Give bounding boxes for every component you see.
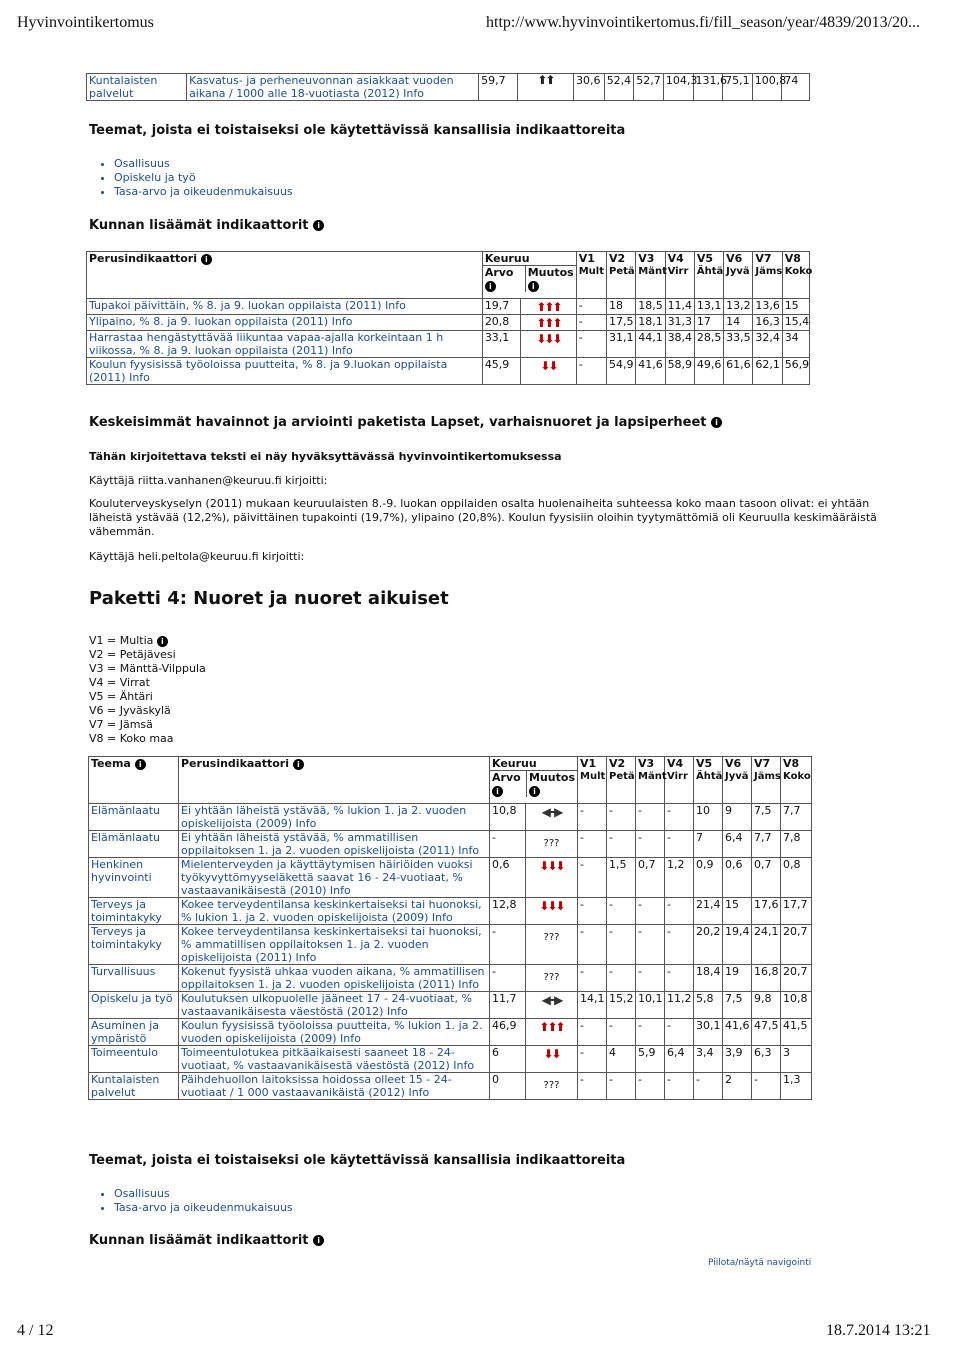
change-arrow: ⬆⬆ xyxy=(517,74,573,101)
change-arrow xyxy=(526,858,578,898)
value-cell: - xyxy=(490,831,526,858)
theme-cell[interactable]: Elämänlaatu xyxy=(89,831,179,858)
change-arrow xyxy=(526,1046,578,1073)
indicator-table-2 xyxy=(88,756,812,1100)
v6-cell: 3,9 xyxy=(723,1046,752,1073)
v5-cell: 49,6 xyxy=(694,358,723,385)
v5-cell: 131,6 xyxy=(693,74,723,101)
header-indicator: Perusindikaattori i xyxy=(179,757,490,804)
v3-cell: - xyxy=(636,1019,665,1046)
info-icon[interactable]: i xyxy=(201,254,212,265)
page-number: 4 / 12 xyxy=(17,1322,54,1339)
v8-cell: 20,7 xyxy=(781,965,812,992)
v1-cell: - xyxy=(578,1073,607,1100)
v7-cell: 17,6 xyxy=(752,898,781,925)
v4-cell: 38,4 xyxy=(665,331,694,358)
list-item[interactable]: • Osallisuus xyxy=(114,157,293,171)
table-row xyxy=(89,804,812,831)
v5-cell: 3,4 xyxy=(694,1046,723,1073)
v4-cell: 104,3 xyxy=(663,74,693,101)
v1-cell: - xyxy=(576,331,606,358)
v2-cell: 31,1 xyxy=(607,331,636,358)
v8-cell: 74 xyxy=(782,74,810,101)
v8-cell: 15 xyxy=(782,299,809,315)
list-item[interactable]: • Opiskelu ja työ xyxy=(114,171,293,185)
v8-cell: 0,8 xyxy=(781,858,812,898)
header-v8: V8 Koko xyxy=(782,252,809,299)
table1-body xyxy=(87,299,810,385)
v8-cell: 10,8 xyxy=(781,992,812,1019)
v4-cell: - xyxy=(665,1019,694,1046)
change-arrow xyxy=(521,358,577,385)
v5-cell: 18,4 xyxy=(694,965,723,992)
indicator-link[interactable]: Tupakoi päivittäin, % 8. ja 9. luokan oppilaista (2011) Info xyxy=(87,299,483,315)
theme-cell[interactable]: Toimeentulo xyxy=(89,1046,179,1073)
header-v5: V5 Ähtä xyxy=(694,252,723,299)
header-v4: V4 Virr xyxy=(665,757,694,804)
v7-cell: - xyxy=(752,1073,781,1100)
value-cell: 12,8 xyxy=(490,898,526,925)
v1-cell: - xyxy=(578,804,607,831)
info-icon[interactable]: i xyxy=(485,281,496,292)
v6-cell: 19,4 xyxy=(723,925,752,965)
info-icon[interactable]: i xyxy=(492,786,503,797)
v2-cell: - xyxy=(607,898,636,925)
observation-text: Kouluterveyskyselyn (2011) mukaan keuruulaisten 8.-9. luokan oppilaiden osalta huolenaiheita suhteessa koko maan tasoon olivat: ei yhtään läheistä ystävää (12,2%), päivittäinen tupakointi (19,7%), ylipaino (20,8%). Koulun fyysisiin oloihin tyytymättömiä oli Keuruulla keskimääräistä vähemmän. xyxy=(89,497,877,538)
unknown-change-icon: ??? xyxy=(543,932,560,943)
header-v2: V2 Petä xyxy=(607,252,636,299)
header-v4: V4 Virr xyxy=(665,252,694,299)
v6-cell: 0,6 xyxy=(723,858,752,898)
arrow-down-icon: ⬇⬇⬇ xyxy=(539,859,564,873)
no-indicators-list xyxy=(90,157,293,199)
arrow-up-icon: ⬆⬆⬆ xyxy=(536,316,561,330)
list-item[interactable]: • Tasa-arvo ja oikeudenmukaisuus xyxy=(114,185,293,199)
v1-cell: - xyxy=(576,315,606,331)
v3-cell: 10,1 xyxy=(636,992,665,1019)
v4-cell: - xyxy=(665,965,694,992)
v5-cell: 30,1 xyxy=(694,1019,723,1046)
indicator-link[interactable]: Ei yhtään läheistä ystävää, % ammatillisen oppilaitoksen 1. ja 2. vuoden opiskelijoista (2011) Info xyxy=(179,831,490,858)
change-arrow xyxy=(526,804,578,831)
v5-cell: 17 xyxy=(694,315,723,331)
v1-cell: - xyxy=(578,925,607,965)
v5-cell: 7 xyxy=(694,831,723,858)
v4-cell: - xyxy=(665,831,694,858)
v5-cell: 21,4 xyxy=(694,898,723,925)
v6-cell: 7,5 xyxy=(723,992,752,1019)
municipality-legend: V1 = Multia i V2 = Petäjävesi V3 = Mänttä-Vilppula V4 = Virrat V5 = Ähtäri V6 = Jyväskylä V7 = Jämsä V8 = Koko maa xyxy=(89,634,206,745)
page-title: Hyvinvointikertomus xyxy=(17,14,154,31)
indicator-table-1 xyxy=(86,251,813,385)
v1-cell: 30,6 xyxy=(574,74,605,101)
v7-cell: 7,7 xyxy=(752,831,781,858)
v2-cell: - xyxy=(607,965,636,992)
observations-note: Tähän kirjoitettava teksti ei näy hyväksyttävässä hyvinvointikertomuksessa xyxy=(89,450,562,463)
value-cell: 6 xyxy=(490,1046,526,1073)
indicator-link[interactable]: Toimeentulotukea pitkäaikaisesti saaneet 18 - 24-vuotiaat, % vastaavanikäisestä väestöstä (2012) Info xyxy=(179,1046,490,1073)
table-row xyxy=(89,1019,812,1046)
table-row xyxy=(87,331,810,358)
v3-cell: 0,7 xyxy=(636,858,665,898)
v7-cell: 62,1 xyxy=(753,358,782,385)
header-v3: V3 Mänt xyxy=(636,757,665,804)
arrow-down-icon: ⬇⬇ xyxy=(540,359,557,373)
value-cell: 0 xyxy=(490,1073,526,1100)
v8-cell: 15,4 xyxy=(782,315,809,331)
value-cell: 19,7 xyxy=(482,299,520,315)
v8-cell: 7,8 xyxy=(781,831,812,858)
package-title: Paketti 4: Nuoret ja nuoret aikuiset xyxy=(89,588,449,609)
value-cell: 0,6 xyxy=(490,858,526,898)
v6-cell: 2 xyxy=(723,1073,752,1100)
v4-cell: 11,4 xyxy=(665,299,694,315)
header-v1: V1 Mult xyxy=(576,252,606,299)
v4-cell: - xyxy=(665,925,694,965)
table-row xyxy=(89,965,812,992)
v2-cell: 1,5 xyxy=(607,858,636,898)
v3-cell: - xyxy=(636,1073,665,1100)
change-arrow xyxy=(521,299,577,315)
user-comment-header: Käyttäjä heli.peltola@keuruu.fi kirjoitti: xyxy=(89,550,305,563)
info-icon[interactable]: i xyxy=(529,786,540,797)
change-arrow xyxy=(526,831,578,858)
unknown-change-icon: ??? xyxy=(543,838,560,849)
table-row xyxy=(89,831,812,858)
table-row xyxy=(89,992,812,1019)
value-cell: 33,1 xyxy=(482,331,520,358)
v7-cell: 6,3 xyxy=(752,1046,781,1073)
print-datetime: 18.7.2014 13:21 xyxy=(826,1322,931,1339)
v5-cell: 20,2 xyxy=(694,925,723,965)
v4-cell: 6,4 xyxy=(665,1046,694,1073)
v2-cell: 17,5 xyxy=(607,315,636,331)
v7-cell: 16,8 xyxy=(752,965,781,992)
v4-cell: 1,2 xyxy=(665,858,694,898)
theme-cell[interactable]: Opiskelu ja työ xyxy=(89,992,179,1019)
header-v6: V6 Jyvä xyxy=(723,757,752,804)
v1-cell: - xyxy=(576,358,606,385)
arrow-down-icon: ⬇⬇⬇ xyxy=(536,332,561,346)
change-arrow xyxy=(526,965,578,992)
v7-cell: 47,5 xyxy=(752,1019,781,1046)
theme-cell[interactable]: Henkinen hyvinvointi xyxy=(89,858,179,898)
user-comment-header: Käyttäjä riitta.vanhanen@keuruu.fi kirjoitti: xyxy=(89,474,328,487)
theme-cell: Kuntalaisten palvelut xyxy=(87,74,187,101)
v4-cell: 11,2 xyxy=(665,992,694,1019)
theme-cell[interactable]: Turvallisuus xyxy=(89,965,179,992)
info-icon[interactable]: i xyxy=(135,759,146,770)
added-indicators-heading: Kunnan lisäämät indikaattorit i xyxy=(89,1233,324,1248)
v6-cell: 19 xyxy=(723,965,752,992)
indicator-link[interactable]: Kokee terveydentilansa keskinkertaiseksi tai huonoksi, % lukion 1. ja 2. vuoden opiskelijoista (2009) Info xyxy=(179,898,490,925)
table-row xyxy=(89,898,812,925)
top-indicator-row xyxy=(86,73,810,101)
header-v3: V3 Mänt xyxy=(636,252,665,299)
v1-cell: - xyxy=(578,831,607,858)
table-row xyxy=(89,925,812,965)
no-indicators-heading: Teemat, joista ei toistaiseksi ole käytettävissä kansallisia indikaattoreita xyxy=(89,1153,626,1168)
added-indicators-heading: Kunnan lisäämät indikaattorit i xyxy=(89,218,324,233)
v7-cell: 32,4 xyxy=(753,331,782,358)
indicator-link[interactable]: Ylipaino, % 8. ja 9. luokan oppilaista (2011) Info xyxy=(87,315,483,331)
header-v5: V5 Ähtä xyxy=(694,757,723,804)
info-icon[interactable]: i xyxy=(313,220,324,231)
v2-cell: 54,9 xyxy=(607,358,636,385)
indicator-link[interactable]: Päihdehuollon laitoksissa hoidossa olleet 15 - 24-vuotiaat / 1 000 vastaavanikäistä (2012) Info xyxy=(179,1073,490,1100)
arrow-up-icon: ⬆⬆⬆ xyxy=(539,1020,564,1034)
table-row xyxy=(87,315,810,331)
v8-cell: 41,5 xyxy=(781,1019,812,1046)
v1-cell: - xyxy=(578,898,607,925)
header-v1: V1 Mult xyxy=(578,757,607,804)
v3-cell: - xyxy=(636,898,665,925)
value-cell: 20,8 xyxy=(482,315,520,331)
change-arrow xyxy=(521,315,577,331)
v4-cell: 58,9 xyxy=(665,358,694,385)
v2-cell: 18 xyxy=(607,299,636,315)
value-cell: 11,7 xyxy=(490,992,526,1019)
v7-cell: 100,8 xyxy=(752,74,782,101)
theme-cell[interactable]: Asuminen ja ympäristö xyxy=(89,1019,179,1046)
value-cell: - xyxy=(490,925,526,965)
v2-cell: - xyxy=(607,804,636,831)
change-arrow xyxy=(526,1073,578,1100)
theme-cell[interactable]: Kuntalaisten palvelut xyxy=(89,1073,179,1100)
v1-cell: 14,1 xyxy=(578,992,607,1019)
header-v2: V2 Petä xyxy=(607,757,636,804)
v7-cell: 7,5 xyxy=(752,804,781,831)
v5-cell: 10 xyxy=(694,804,723,831)
arrow-both-icon: ◀━▶ xyxy=(541,993,562,1007)
v5-cell: 0,9 xyxy=(694,858,723,898)
v7-cell: 24,1 xyxy=(752,925,781,965)
value-cell: - xyxy=(490,965,526,992)
v3-cell: 18,1 xyxy=(636,315,665,331)
v8-cell: 1,3 xyxy=(781,1073,812,1100)
arrow-down-icon: ⬇⬇⬇ xyxy=(539,899,564,913)
info-icon[interactable]: i xyxy=(711,417,722,428)
observations-heading: Keskeisimmät havainnot ja arviointi paketista Lapset, varhaisnuoret ja lapsiperheet i xyxy=(89,415,722,430)
v2-cell: 52,4 xyxy=(604,74,634,101)
v8-cell: 20,7 xyxy=(781,925,812,965)
indicator-link[interactable]: Kokee terveydentilansa keskinkertaiseksi tai huonoksi, % ammatillisen oppilaitoksen 1. ja 2. vuoden opiskelijoista (2011) Info xyxy=(179,925,490,965)
v3-cell: - xyxy=(636,925,665,965)
v7-cell: 13,6 xyxy=(753,299,782,315)
v6-cell: 33,5 xyxy=(724,331,753,358)
v5-cell: 5,8 xyxy=(694,992,723,1019)
unknown-change-icon: ??? xyxy=(543,972,560,983)
v3-cell: - xyxy=(636,804,665,831)
v6-cell: 15 xyxy=(723,898,752,925)
indicator-link[interactable]: Mielenterveyden ja käyttäytymisen häiriöiden vuoksi työkyvyttömyyseläkettä saavat 16 - 24-vuotiaat, % vastaavanikäisestä (2010) Info xyxy=(179,858,490,898)
theme-cell[interactable]: Elämänlaatu xyxy=(89,804,179,831)
v5-cell: 13,1 xyxy=(694,299,723,315)
change-arrow xyxy=(526,925,578,965)
v1-cell: - xyxy=(578,858,607,898)
toggle-navigation-link[interactable]: Piilota/näytä navigointi xyxy=(708,1258,812,1268)
indicator-link[interactable]: Koulun fyysisissä työoloissa puutteita, % lukion 1. ja 2. vuoden opiskelijoista (2009) Info xyxy=(179,1019,490,1046)
header-v7: V7 Jäms xyxy=(752,757,781,804)
indicator-link[interactable]: Ei yhtään läheistä ystävää, % lukion 1. ja 2. vuoden opiskelijoista (2009) Info xyxy=(179,804,490,831)
value-cell: 45,9 xyxy=(482,358,520,385)
indicator-link[interactable]: Koulutuksen ulkopuolelle jääneet 17 - 24-vuotiaat, % vastaavanikäisesta väestöstä (2012) Info xyxy=(179,992,490,1019)
v3-cell: 5,9 xyxy=(636,1046,665,1073)
table-row xyxy=(87,299,810,315)
v2-cell: - xyxy=(607,1073,636,1100)
v1-cell: - xyxy=(578,1046,607,1073)
change-arrow xyxy=(526,1019,578,1046)
v2-cell: - xyxy=(607,1019,636,1046)
info-icon[interactable]: i xyxy=(157,636,168,647)
v8-cell: 3 xyxy=(781,1046,812,1073)
table-row xyxy=(89,1046,812,1073)
value-cell: 46,9 xyxy=(490,1019,526,1046)
v1-cell: - xyxy=(578,965,607,992)
v7-cell: 0,7 xyxy=(752,858,781,898)
theme-cell[interactable]: Terveys ja toimintakyky xyxy=(89,898,179,925)
header-v8: V8 Koko xyxy=(781,757,812,804)
v1-cell: - xyxy=(576,299,606,315)
page-url: http://www.hyvinvointikertomus.fi/fill_season/year/4839/2013/20... xyxy=(486,14,921,31)
no-indicators-heading: Teemat, joista ei toistaiseksi ole käytettävissä kansallisia indikaattoreita xyxy=(89,123,626,138)
v6-cell: 13,2 xyxy=(724,299,753,315)
v6-cell: 6,4 xyxy=(723,831,752,858)
change-arrow xyxy=(521,331,577,358)
table2-body xyxy=(89,804,812,1100)
list-item[interactable]: • Tasa-arvo ja oikeudenmukaisuus xyxy=(114,1201,293,1215)
table-row xyxy=(89,858,812,898)
v4-cell: 31,3 xyxy=(665,315,694,331)
table-row xyxy=(89,1073,812,1100)
v3-cell: 41,6 xyxy=(636,358,665,385)
v4-cell: - xyxy=(665,804,694,831)
v1-cell: - xyxy=(578,1019,607,1046)
unknown-change-icon: ??? xyxy=(543,1080,560,1091)
v8-cell: 7,7 xyxy=(781,804,812,831)
info-icon[interactable]: i xyxy=(528,281,539,292)
header-place: Keuruu Arvo i Muutos i xyxy=(490,757,578,804)
indicator-link[interactable]: Kasvatus- ja perheneuvonnan asiakkaat vuoden aikana / 1000 alle 18-vuotiasta (2012) Info xyxy=(187,74,479,101)
v8-cell: 56,9 xyxy=(782,358,809,385)
arrow-down-icon: ⬇⬇ xyxy=(543,1047,560,1061)
v7-cell: 9,8 xyxy=(752,992,781,1019)
no-indicators-list xyxy=(90,1187,293,1215)
v6-cell: 75,1 xyxy=(723,74,753,101)
value-cell: 10,8 xyxy=(490,804,526,831)
v6-cell: 14 xyxy=(724,315,753,331)
v3-cell: 44,1 xyxy=(636,331,665,358)
theme-cell[interactable]: Terveys ja toimintakyky xyxy=(89,925,179,965)
change-arrow xyxy=(526,992,578,1019)
arrow-up-icon: ⬆⬆⬆ xyxy=(536,300,561,314)
v6-cell: 41,6 xyxy=(723,1019,752,1046)
v4-cell: - xyxy=(665,1073,694,1100)
v8-cell: 17,7 xyxy=(781,898,812,925)
v3-cell: - xyxy=(636,831,665,858)
v5-cell: - xyxy=(694,1073,723,1100)
v6-cell: 9 xyxy=(723,804,752,831)
table-row xyxy=(87,358,810,385)
indicator-link[interactable]: Harrastaa hengästyttävää liikuntaa vapaa-ajalla korkeintaan 1 h viikossa, % 8. ja 9. luokan oppilaista (2011) Info xyxy=(87,331,483,358)
v6-cell: 61,6 xyxy=(724,358,753,385)
v2-cell: - xyxy=(607,831,636,858)
v5-cell: 28,5 xyxy=(694,331,723,358)
value-cell: 59,7 xyxy=(479,74,518,101)
v3-cell: - xyxy=(636,965,665,992)
v4-cell: - xyxy=(665,898,694,925)
header-place: Keuruu Arvo i Muutos i xyxy=(482,252,576,299)
v3-cell: 52,7 xyxy=(634,74,664,101)
header-indicator: Perusindikaattori i xyxy=(87,252,483,299)
list-item[interactable]: • Osallisuus xyxy=(114,1187,293,1201)
v3-cell: 18,5 xyxy=(636,299,665,315)
info-icon[interactable]: i xyxy=(313,1235,324,1246)
v7-cell: 16,3 xyxy=(753,315,782,331)
change-arrow xyxy=(526,898,578,925)
v2-cell: 15,2 xyxy=(607,992,636,1019)
indicator-link[interactable]: Koulun fyysisissä työoloissa puutteita, % 8. ja 9.luokan oppilaista (2011) Info xyxy=(87,358,483,385)
header-theme: Teema i xyxy=(89,757,179,804)
indicator-link[interactable]: Kokenut fyysistä uhkaa vuoden aikana, % ammatillisen oppilaitoksen 1. ja 2. vuoden opiskelijoista (2011) Info xyxy=(179,965,490,992)
header-v7: V7 Jäms xyxy=(753,252,782,299)
v2-cell: - xyxy=(607,925,636,965)
v2-cell: 4 xyxy=(607,1046,636,1073)
arrow-both-icon: ◀━▶ xyxy=(541,805,562,819)
v8-cell: 34 xyxy=(782,331,809,358)
info-icon[interactable]: i xyxy=(293,759,304,770)
header-v6: V6 Jyvä xyxy=(724,252,753,299)
